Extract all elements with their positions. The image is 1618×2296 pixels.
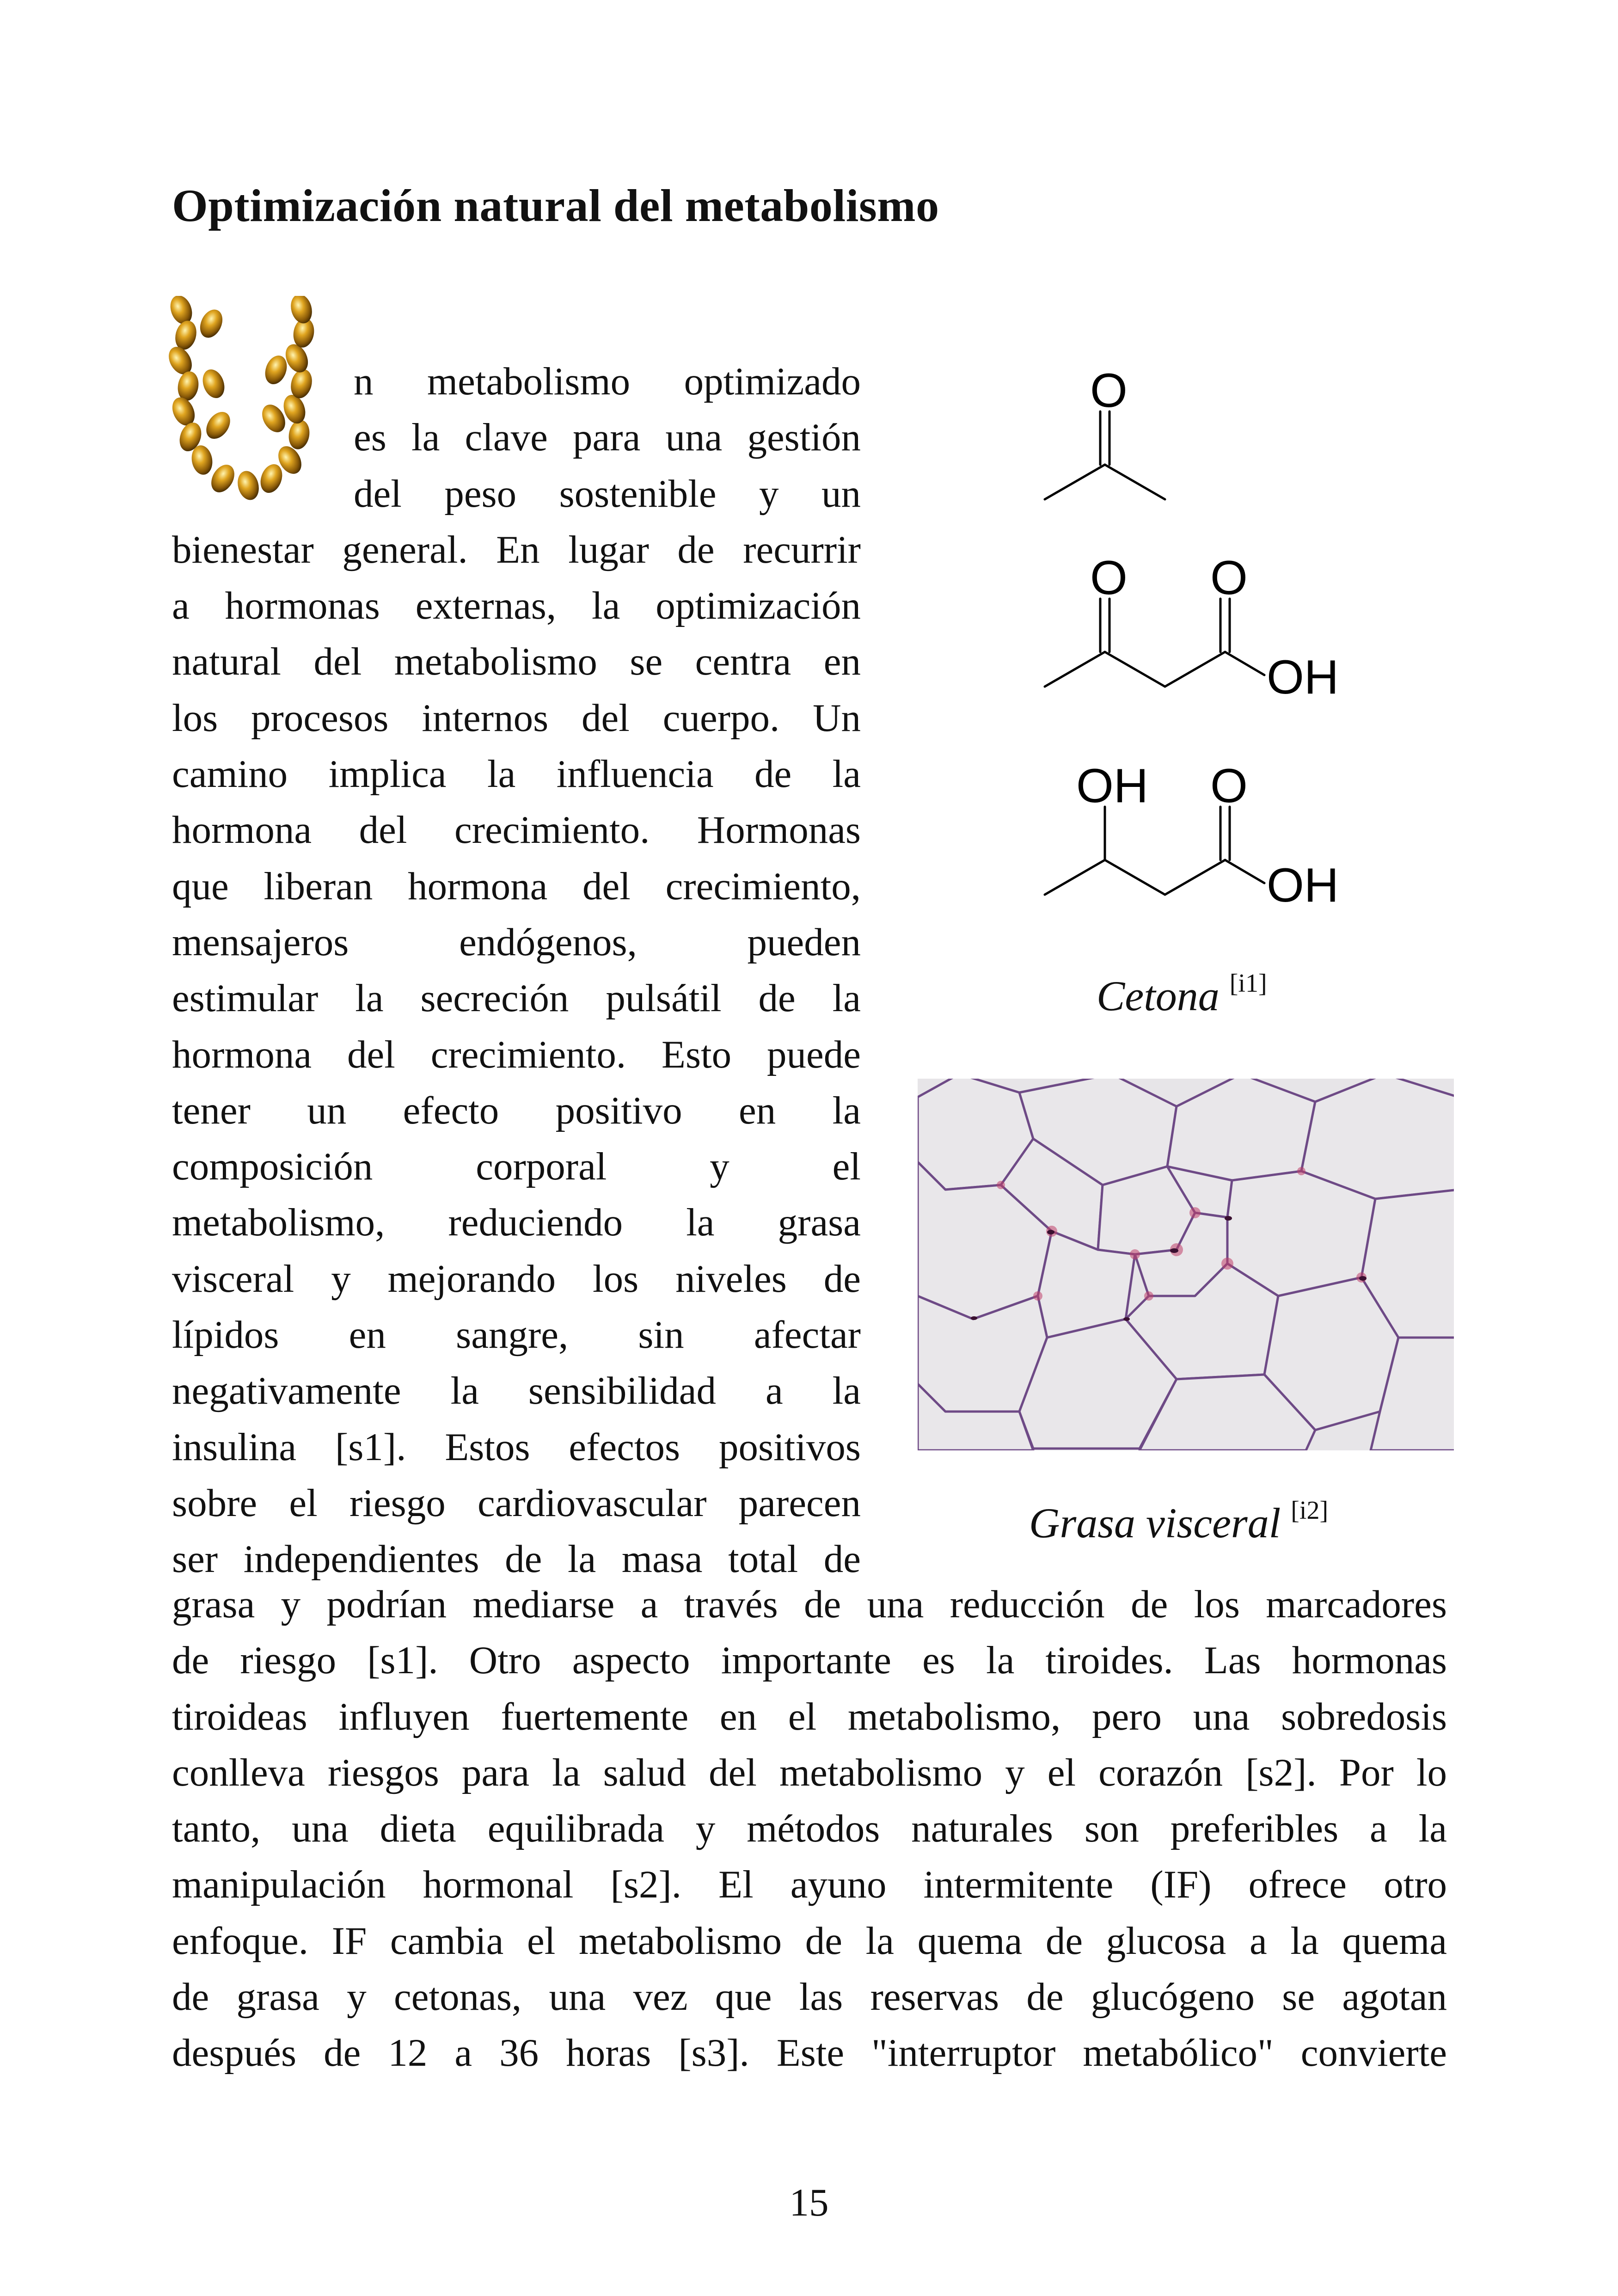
- atom-o-label: O: [1090, 551, 1128, 605]
- text-line: bienestar general. En lugar de recurrir: [172, 528, 861, 571]
- text-line: tener un efecto positivo en la: [172, 1088, 861, 1132]
- caption-text: Grasa visceral: [1029, 1499, 1281, 1547]
- capsule-shape: [196, 306, 227, 342]
- text-line: negativamente la sensibilidad a la: [172, 1369, 861, 1413]
- atom-oh-label: OH: [1076, 759, 1148, 813]
- text-line: sobre el riesgo cardiovascular parecen: [172, 1481, 861, 1525]
- text-line: que liberan hormona del crecimiento,: [172, 864, 861, 908]
- text-line: después de 12 a 36 horas [s3]. Este "interruptor metabólico" convierte: [172, 2031, 1447, 2075]
- text-line: a hormonas externas, la optimización: [172, 584, 861, 628]
- text-line: conlleva riesgos para la salud del metabolismo y el corazón [s2]. Por lo: [172, 1750, 1447, 1794]
- atom-o-label: O: [1210, 759, 1248, 813]
- text-line: de grasa y cetonas, una vez que las reservas de glucógeno se agotan: [172, 1975, 1447, 2019]
- atom-oh-label: OH: [1267, 651, 1339, 704]
- atom-o-label: O: [1210, 551, 1248, 605]
- atom-oh-label: OH: [1267, 859, 1339, 912]
- text-line: tiroideas influyen fuertemente en el metabolismo, pero una sobredosis: [172, 1694, 1447, 1738]
- atom-o-label: O: [1090, 364, 1128, 417]
- full-paragraph: [172, 1577, 1447, 2081]
- text-line: hormona del crecimiento. Hormonas: [172, 808, 861, 852]
- text-line: visceral y mejorando los niveles de: [172, 1257, 861, 1301]
- text-line: es la clave para una gestión: [354, 416, 861, 460]
- ketone-structures-figure: [999, 361, 1350, 943]
- text-line: natural del metabolismo se centra en: [172, 640, 861, 684]
- text-line: enfoque. IF cambia el metabolismo de la quema de glucosa a la quema: [172, 1919, 1447, 1963]
- text-line: hormona del crecimiento. Esto puede: [172, 1032, 861, 1076]
- text-line: n metabolismo optimizado: [354, 360, 861, 403]
- text-line: metabolismo, reduciendo la grasa: [172, 1201, 861, 1245]
- text-line: grasa y podrían mediarse a través de una reducción de los marcadores: [172, 1583, 1447, 1626]
- text-line: del peso sostenible y un: [354, 472, 861, 516]
- text-line: de riesgo [s1]. Otro aspecto importante es la tiroides. Las hormonas: [172, 1639, 1447, 1682]
- column-paragraph: [172, 354, 861, 1588]
- text-line: insulina [s1]. Estos efectos positivos: [172, 1425, 861, 1469]
- text-line: los procesos internos del cuerpo. Un: [172, 696, 861, 740]
- caption-text: Cetona: [1097, 972, 1220, 1019]
- figure-caption-fat: [1029, 1496, 1328, 1547]
- text-line: ser independientes de la masa total de: [172, 1537, 861, 1581]
- page-number: 15: [789, 2181, 829, 2224]
- text-line: lípidos en sangre, sin afectar: [172, 1313, 861, 1357]
- caption-ref: [i1]: [1229, 969, 1267, 998]
- caption-ref: [i2]: [1291, 1496, 1329, 1525]
- visceral-fat-micrograph: [918, 1079, 1454, 1450]
- text-line: manipulación hormonal [s2]. El ayuno intermitente (IF) ofrece otro: [172, 1863, 1447, 1907]
- text-line: mensajeros endógenos, pueden: [172, 920, 861, 964]
- text-line: estimular la secreción pulsátil de la: [172, 976, 861, 1020]
- text-line: tanto, una dieta equilibrada y métodos naturales son preferibles a la: [172, 1807, 1447, 1851]
- figure-caption-ketone: [1097, 969, 1267, 1020]
- text-line: camino implica la influencia de la: [172, 752, 861, 796]
- page-title: Optimización natural del metabolismo: [172, 180, 939, 231]
- text-line: composición corporal y el: [172, 1145, 861, 1189]
